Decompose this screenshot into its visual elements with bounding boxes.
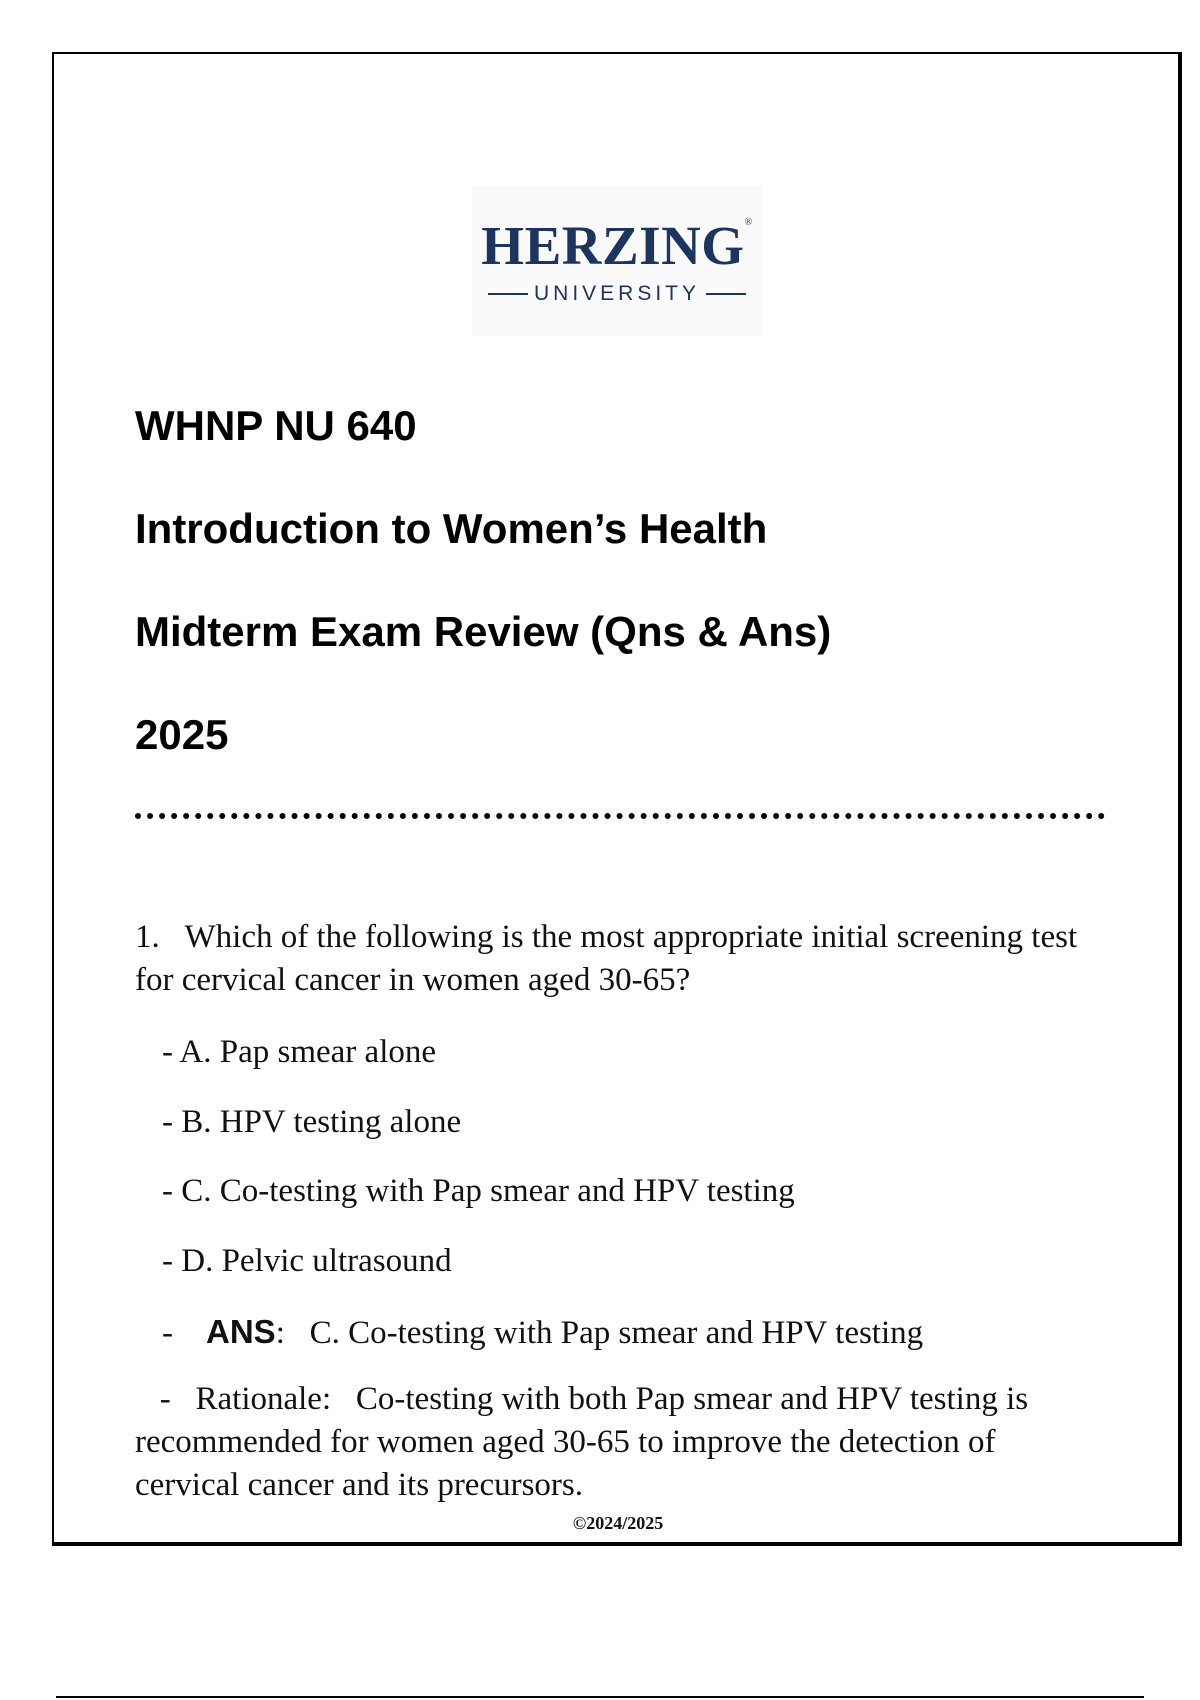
exam-year: 2025 <box>135 711 229 758</box>
logo-subtitle: UNIVERSITY <box>533 282 701 305</box>
option-d: - D. Pelvic ultrasound <box>162 1243 452 1279</box>
option-b: - B. HPV testing alone <box>162 1104 462 1140</box>
answer-label: ANS <box>206 1313 276 1350</box>
rationale-block <box>135 1378 1095 1507</box>
logo-rule-left <box>488 293 528 295</box>
copyright-footer: ©2024/2025 <box>572 1513 664 1533</box>
logo-subtitle-row <box>472 282 762 306</box>
answer-line: - ANS: C. Co-testing with Pap smear and HPV testing <box>162 1313 924 1351</box>
logo-rule-right <box>706 293 746 295</box>
logo-registered-mark: ® <box>744 217 753 228</box>
option-c: - C. Co-testing with Pap smear and HPV testing <box>162 1173 795 1209</box>
answer-text: C. Co-testing with Pap smear and HPV testing <box>309 1315 924 1351</box>
logo-name: HERZING® <box>481 215 753 276</box>
section-divider <box>135 813 1105 819</box>
question-text: Which of the following is the most appropriate initial screening test for cervical cancer in women aged 30-65? <box>135 919 1078 998</box>
rationale-prefix: - <box>159 1381 171 1417</box>
course-code: WHNP NU 640 <box>135 402 417 449</box>
rationale-text: Co-testing with both Pap smear and HPV testing is recommended for women aged 30-65 to improve the detection of cervical cancer and its precursors. <box>135 1381 1029 1503</box>
course-name: Introduction to Women’s Health <box>135 505 768 552</box>
rationale-label: Rationale: <box>195 1381 332 1417</box>
option-a: - A. Pap smear alone <box>162 1034 437 1070</box>
question-block <box>135 916 1095 1002</box>
question-number: 1. <box>135 919 160 955</box>
next-page-edge <box>56 1696 1144 1698</box>
answer-prefix: - <box>162 1315 173 1351</box>
university-logo <box>472 186 762 336</box>
exam-title: Midterm Exam Review (Qns & Ans) <box>135 608 832 655</box>
